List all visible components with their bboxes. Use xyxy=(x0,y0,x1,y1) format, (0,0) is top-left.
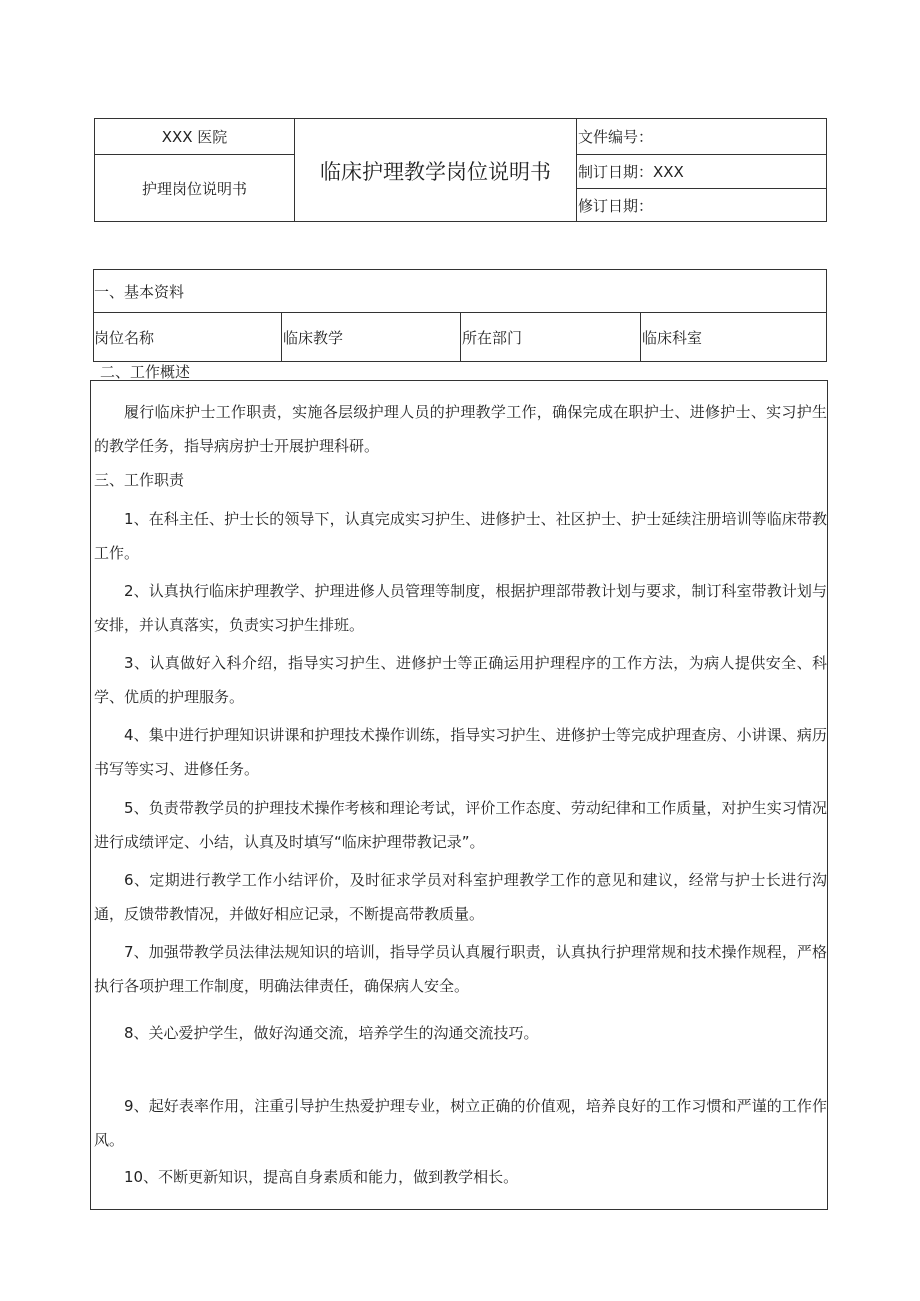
revised-date: 修订日期： xyxy=(578,197,654,215)
duty-item: 6、定期进行教学工作小结评价，及时征求学员对科室护理教学工作的意见和建议，经常与护士长进行沟通，反馈带教情况，并做好相应记录，不断提高带教质量。 xyxy=(94,871,827,923)
divider xyxy=(460,313,461,361)
page-title: 临床护理教学岗位说明书 xyxy=(320,159,551,184)
made-date: 制订日期：XXX xyxy=(578,163,684,181)
document-type: 护理岗位说明书 xyxy=(141,180,247,198)
duty-item: 4、集中进行护理知识讲课和护理技术操作训练，指导实习护生、进修护士等完成护理查房、小讲课、病历书写等实习、进修任务。 xyxy=(94,726,827,778)
duty-item: 10、不断更新知识，提高自身素质和能力，做到教学相长。 xyxy=(124,1168,519,1186)
file-number: 文件编号： xyxy=(578,128,654,146)
section-title-overview: 二、工作概述 xyxy=(100,363,191,381)
overview-text: 履行临床护士工作职责，实施各层级护理人员的护理教学工作，确保完成在职护士、进修护士、实习护生的教学任务，指导病房护士开展护理科研。 xyxy=(94,403,827,455)
divider xyxy=(576,119,577,221)
divider xyxy=(640,313,641,361)
hospital-name: XXX 医院 xyxy=(161,128,228,146)
duty-item: 2、认真执行临床护理教学、护理进修人员管理等制度，根据护理部带教计划与要求，制订科室带教计划与安排，并认真落实，负责实习护生排班。 xyxy=(94,582,827,634)
duty-item: 5、负责带教学员的护理技术操作考核和理论考试，评价工作态度、劳动纪律和工作质量，对护生实习情况进行成绩评定、小结，认真及时填写“临床护理带教记录”。 xyxy=(94,799,827,851)
divider xyxy=(281,313,282,361)
post-name-label: 岗位名称 xyxy=(94,328,155,347)
duty-item: 1、在科主任、护士长的领导下，认真完成实习护生、进修护士、社区护士、护士延续注册培训等临床带教工作。 xyxy=(94,510,827,562)
header-table xyxy=(94,118,827,222)
post-name-value: 临床教学 xyxy=(283,328,344,347)
duty-item: 8、关心爱护学生，做好沟通交流，培养学生的沟通交流技巧。 xyxy=(124,1024,539,1042)
section-title-duties: 三、工作职责 xyxy=(94,471,185,489)
duty-item: 9、起好表率作用，注重引导护生热爱护理专业，树立正确的价值观，培养良好的工作习惯和严谨的工作作风。 xyxy=(94,1097,827,1149)
duty-item: 7、加强带教学员法律法规知识的培训，指导学员认真履行职责，认真执行护理常规和技术操作规程，严格执行各项护理工作制度，明确法律责任，确保病人安全。 xyxy=(94,943,827,995)
duty-item: 3、认真做好入科介绍，指导实习护生、进修护士等正确运用护理程序的工作方法，为病人提供安全、科学、优质的护理服务。 xyxy=(94,654,827,706)
section-title-basic: 一、基本资料 xyxy=(94,282,185,301)
basic-info-table xyxy=(93,269,827,362)
dept-label: 所在部门 xyxy=(462,328,523,347)
dept-value: 临床科室 xyxy=(642,328,703,347)
